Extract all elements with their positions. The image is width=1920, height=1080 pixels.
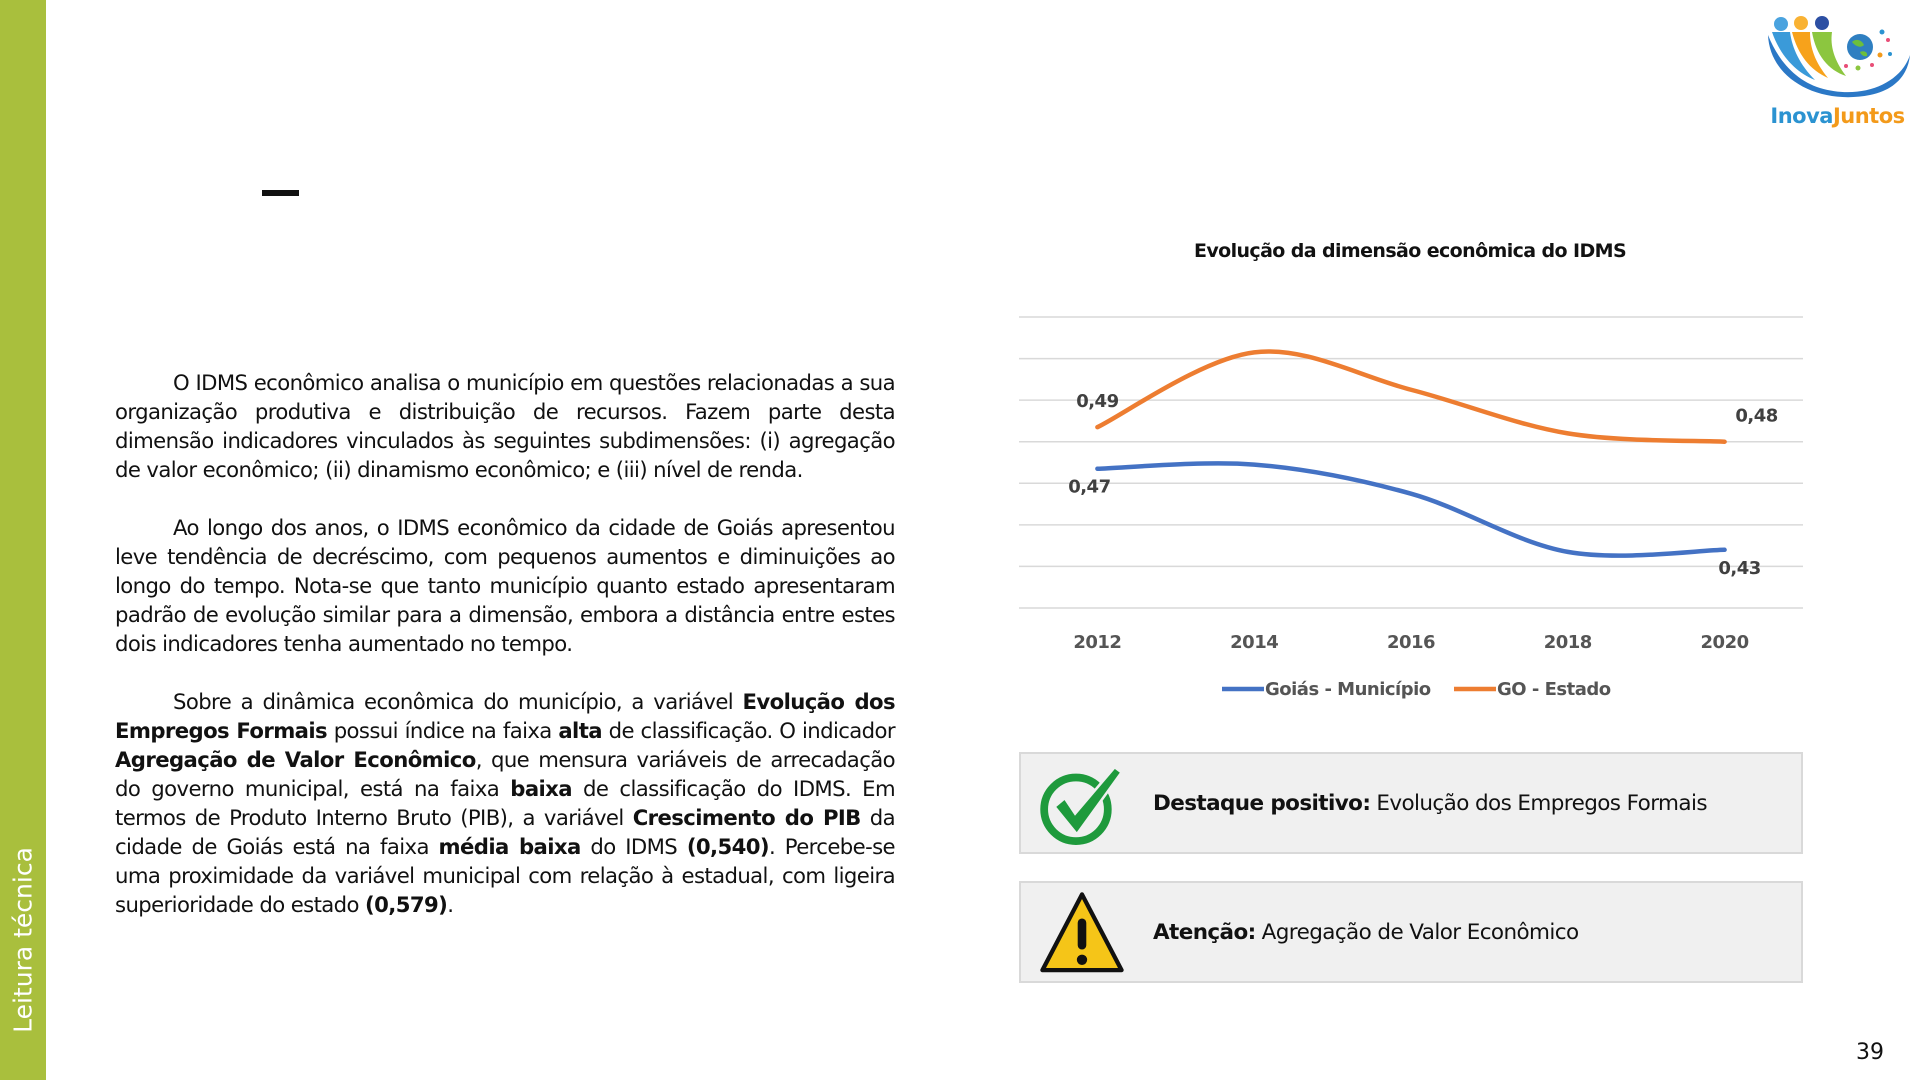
text-run: possui índice na faixa: [327, 718, 559, 743]
bold-text: (0,540): [686, 834, 769, 859]
callout-positive-label: Destaque positivo:: [1153, 790, 1371, 816]
text-run: .: [447, 892, 454, 917]
callout-positive-value: Evolução dos Empregos Formais: [1376, 790, 1707, 816]
x-tick-label: 2016: [1386, 632, 1436, 653]
gridlines: [1019, 317, 1803, 608]
data-label: 0,48: [1735, 405, 1778, 427]
section-label-text: Leitura técnica: [8, 847, 38, 1033]
bold-text: média baixa: [438, 834, 581, 859]
bold-text: baixa: [510, 776, 572, 801]
x-tick-label: 2020: [1700, 632, 1749, 653]
text-run: do IDMS: [580, 834, 687, 859]
text-run: Ao longo dos anos, o IDMS econômico da cidade de Goiás apresentou leve tendência de decréscimo, com pequenos aumentos e diminuições ao longo do tempo. Nota-se que tanto município quanto estado apresentaram padrão de evolução similar para a dimensão, embora a distância entre estes dois indicadores tenha aumentado no tempo.: [115, 515, 895, 656]
x-tick-label: 2018: [1543, 632, 1592, 653]
text-run: de classificação. O indicador: [601, 718, 895, 743]
callout-attention-label: Atenção:: [1153, 919, 1256, 945]
data-label: 0,43: [1718, 557, 1761, 579]
section-label: [0, 835, 46, 1045]
text-run: O IDMS econômico analisa o município em questões relacionadas a sua organização produtiva e distribuição de recursos. Fazem parte desta dimensão indicadores vinculados às seguintes subdimensões: (i) agregação de valor econômico; (ii) dinamismo econômico; e (iii) nível de renda.: [115, 370, 895, 482]
x-tick-label: 2012: [1073, 632, 1122, 653]
logo-text-inova: Inova: [1770, 104, 1833, 128]
paragraph-3: [115, 687, 895, 919]
logo-text-juntos: Juntos: [1832, 104, 1905, 128]
check-circle-icon: [1039, 762, 1125, 848]
data-label: 0,47: [1068, 476, 1111, 498]
callout-positive-text: [1153, 754, 1707, 852]
x-tick-label: 2014: [1230, 632, 1279, 653]
legend-label: Goiás - Município: [1265, 679, 1431, 700]
warning-icon: [1039, 891, 1125, 977]
page-number: 39: [1856, 1040, 1884, 1065]
text-run: . Percebe-se uma proximidade da variável municipal com relação à estadual, com ligeira superioridade do estado: [115, 834, 895, 917]
text-run: , que mensura variáveis de arrecadação do governo municipal, está na faixa: [115, 747, 895, 801]
bold-text: Evolução dos Empregos Formais: [115, 689, 895, 743]
data-label: 0,49: [1076, 391, 1119, 413]
series-line-estado: [1097, 351, 1724, 441]
x-axis-ticks: [1073, 632, 1748, 653]
bold-text: alta: [558, 718, 602, 743]
text-run: de classificação do IDMS. Em termos de Produto Interno Bruto (PIB), a variável: [115, 776, 895, 830]
data-labels: [1068, 391, 1778, 579]
callout-attention: [1019, 881, 1803, 983]
callout-attention-text: [1153, 883, 1579, 981]
callout-attention-value: Agregação de Valor Econômico: [1261, 919, 1579, 945]
callout-positive: [1019, 752, 1803, 854]
text-run: da cidade de Goiás está na faixa: [115, 805, 895, 859]
chart-title: Evolução da dimensão econômica do IDMS: [1193, 240, 1627, 262]
legend-label: GO - Estado: [1497, 679, 1611, 700]
text-run: Sobre a dinâmica econômica do município, a variável: [173, 689, 743, 714]
bold-text: (0,579): [365, 892, 448, 917]
legend: [1222, 679, 1611, 700]
bold-text: Crescimento do PIB: [632, 805, 861, 830]
bold-text: Agregação de Valor Econômico: [115, 747, 476, 772]
series-line-municipio: [1097, 463, 1724, 555]
